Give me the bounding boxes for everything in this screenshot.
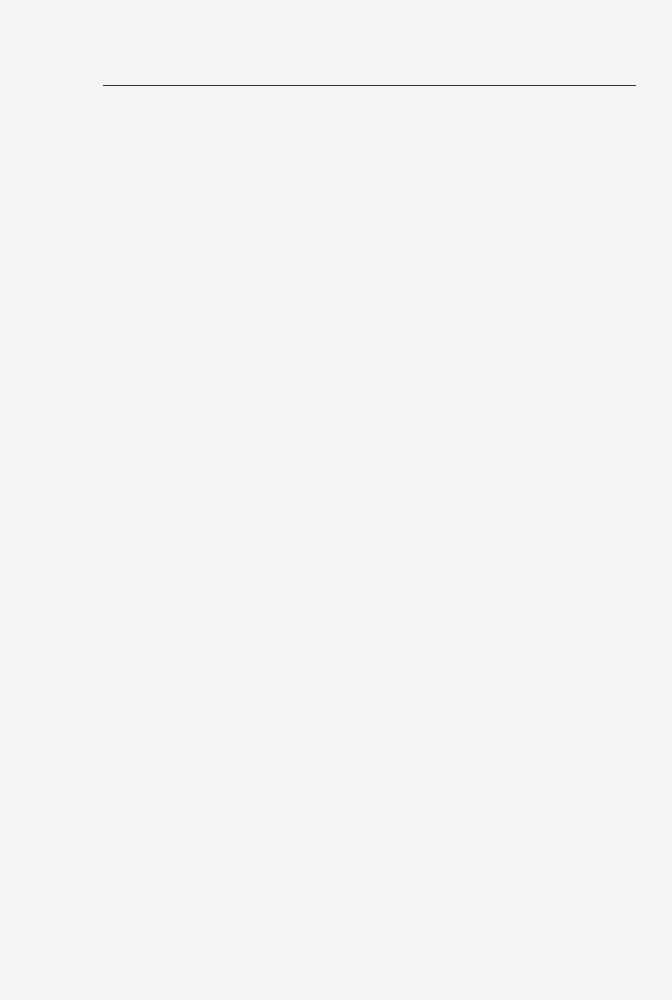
probability-chart (100, 547, 660, 837)
body-text (103, 98, 636, 113)
header-rule (103, 85, 636, 86)
page-header (103, 62, 633, 82)
